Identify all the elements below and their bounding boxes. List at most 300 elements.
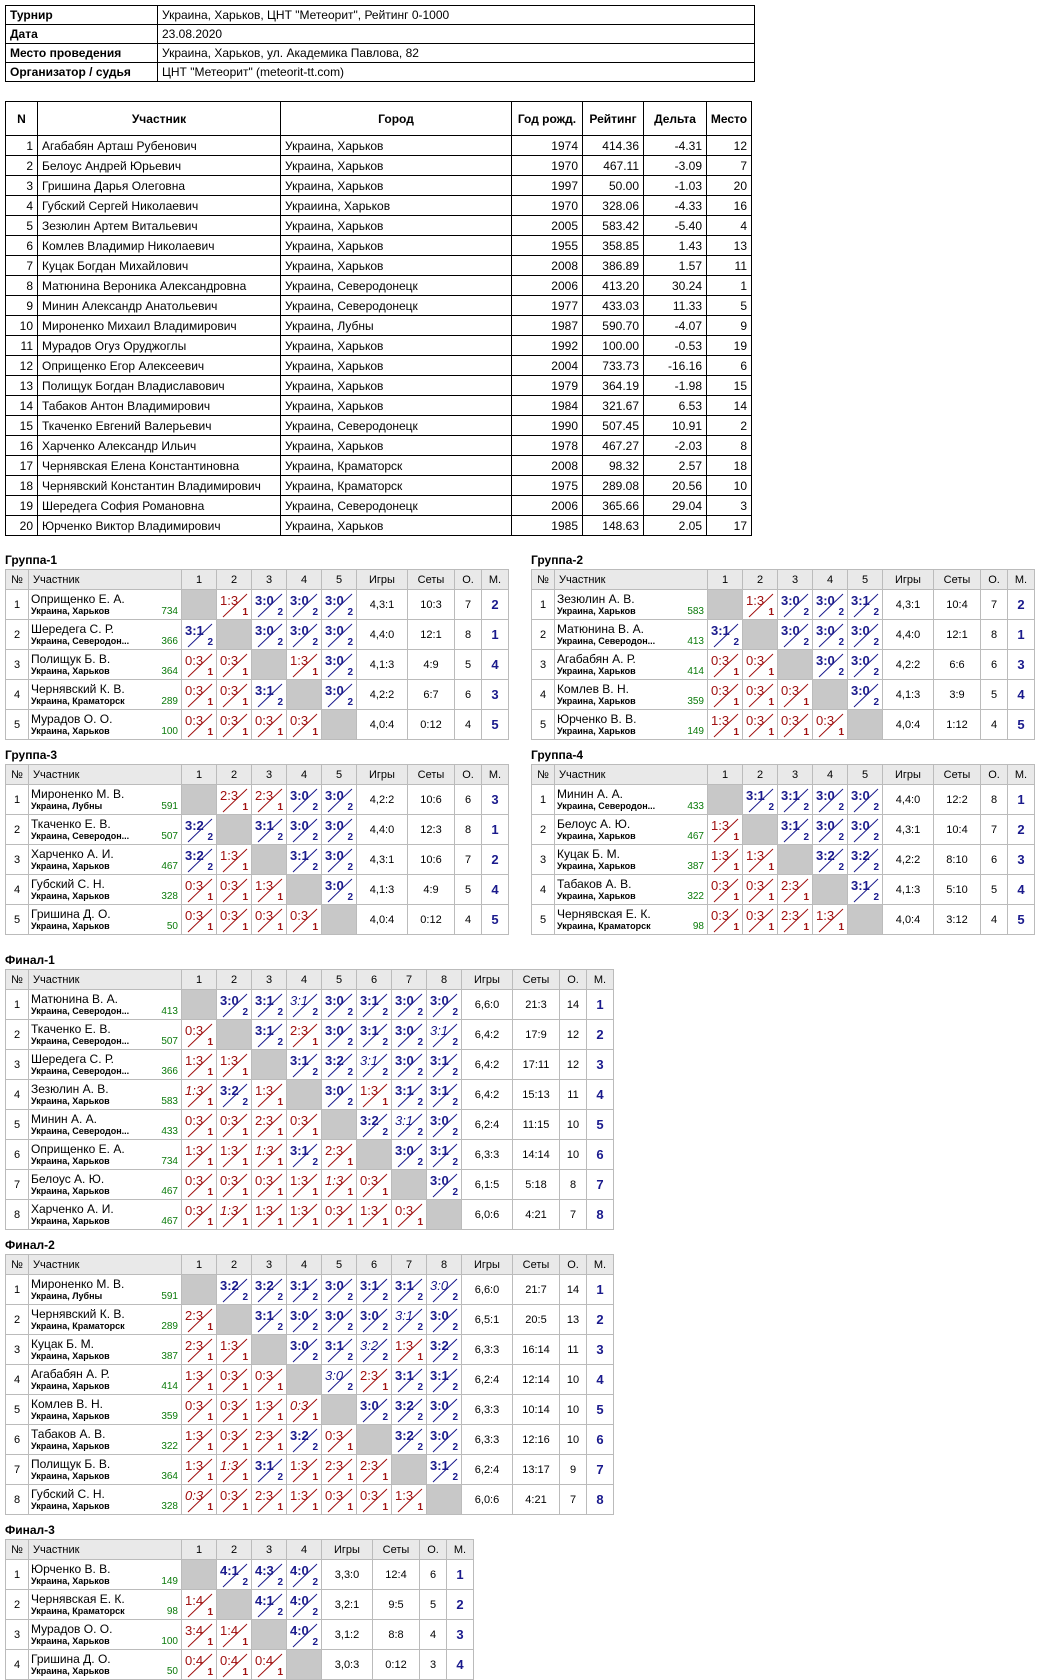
player-n: 10 <box>6 316 38 336</box>
row-player <box>29 1080 182 1110</box>
match-points: 1 <box>312 1127 318 1138</box>
row-games: 6,3:3 <box>462 1395 513 1425</box>
row-player <box>29 1275 182 1305</box>
score-cell <box>357 1275 392 1305</box>
score-cell <box>287 845 322 875</box>
player-year: 2006 <box>512 276 583 296</box>
player-name: Харченко Александр Ильич <box>38 436 281 456</box>
tournament-info-table <box>5 5 755 82</box>
match-score: 0:3 <box>185 653 204 668</box>
match-score: 3:0 <box>430 1278 449 1293</box>
player-year: 1984 <box>512 396 583 416</box>
hdr-opponent: 2 <box>217 1255 252 1275</box>
group-row <box>6 1650 474 1680</box>
player-short-name: Матюнина В. А. <box>31 991 119 1006</box>
player-city: Украина, Харьков <box>31 1575 110 1586</box>
match-points: 2 <box>312 862 318 873</box>
row-games: 4,3:1 <box>357 590 408 620</box>
row-place: 2 <box>587 1305 614 1335</box>
match-score: 3:2 <box>816 848 835 863</box>
match-score: 1:3 <box>290 1203 309 1218</box>
score-cell <box>813 905 848 935</box>
final-1-block <box>5 953 614 1230</box>
match-score: 3:1 <box>781 818 800 833</box>
match-points: 1 <box>312 922 318 933</box>
score-cell <box>182 1305 217 1335</box>
row-player <box>29 785 182 815</box>
row-points: 8 <box>455 815 482 845</box>
match-score: 3:0 <box>325 683 344 698</box>
score-cell <box>182 1110 217 1140</box>
col-year: Год рожд. <box>512 102 583 136</box>
match-score: 0:3 <box>746 908 765 923</box>
group-row <box>6 1020 614 1050</box>
player-city: Украиина, Харьков <box>281 196 512 216</box>
group-row <box>532 620 1035 650</box>
player-name: Зезюлин Артем Витальевич <box>38 216 281 236</box>
match-score: 0:3 <box>746 653 765 668</box>
score-cell <box>217 1425 252 1455</box>
player-delta: 29.04 <box>644 496 707 516</box>
row-points: 4 <box>420 1620 447 1650</box>
hdr-opponent: 3 <box>252 970 287 990</box>
row-n: 5 <box>532 710 555 740</box>
score-cell <box>778 905 813 935</box>
score-cell <box>252 1425 287 1455</box>
score-cell <box>217 1275 252 1305</box>
row-points: 14 <box>560 990 587 1020</box>
group-row <box>532 845 1035 875</box>
player-city: Украина, Харьков <box>31 1095 110 1106</box>
match-points: 2 <box>452 1382 458 1393</box>
match-score: 1:3 <box>185 1458 204 1473</box>
player-city: Украина, Северодон... <box>31 635 130 646</box>
score-cell <box>287 710 322 740</box>
row-points: 10 <box>560 1110 587 1140</box>
self-cell <box>778 650 813 680</box>
match-score: 1:3 <box>185 1083 204 1098</box>
hdr-opponent: 8 <box>427 970 462 990</box>
match-score: 0:4 <box>220 1653 239 1668</box>
player-city: Украина, Харьков <box>281 436 512 456</box>
player-short-name: Чернявский К. В. <box>31 1306 125 1321</box>
score-cell <box>322 1080 357 1110</box>
score-cell <box>708 905 743 935</box>
match-points: 2 <box>347 1292 353 1303</box>
score-cell <box>322 1020 357 1050</box>
match-score: 0:3 <box>220 653 239 668</box>
self-cell <box>252 1620 287 1650</box>
match-score: 2:3 <box>325 1458 344 1473</box>
player-city: Украина, Харьков <box>31 860 110 871</box>
player-city: Украина, Краматорск <box>281 476 512 496</box>
hdr-place: М. <box>1008 570 1035 590</box>
player-delta: 1.57 <box>644 256 707 276</box>
hdr-opponent: 2 <box>217 765 252 785</box>
player-city: Украина, Харьков <box>31 1350 110 1361</box>
group-row <box>6 1110 614 1140</box>
match-score: 3:0 <box>430 1428 449 1443</box>
hdr-opponent: 1 <box>182 765 217 785</box>
score-cell <box>182 1425 217 1455</box>
match-score: 3:0 <box>360 1398 379 1413</box>
match-score: 3:1 <box>360 1278 379 1293</box>
match-score: 1:3 <box>360 1083 379 1098</box>
player-rating: 98 <box>166 1606 178 1617</box>
match-score: 0:3 <box>220 1368 239 1383</box>
group-table <box>531 764 1035 935</box>
row-games: 4,4:0 <box>883 620 934 650</box>
hdr-opponent: 5 <box>322 970 357 990</box>
self-cell <box>848 905 883 935</box>
match-points: 2 <box>417 1292 423 1303</box>
player-place: 8 <box>707 436 752 456</box>
match-points: 2 <box>873 607 879 618</box>
match-score: 0:3 <box>220 1113 239 1128</box>
row-sets: 10:14 <box>513 1395 560 1425</box>
match-score: 0:3 <box>290 1113 309 1128</box>
hdr-n: № <box>6 970 29 990</box>
match-points: 2 <box>803 637 809 648</box>
match-score: 3:0 <box>851 653 870 668</box>
row-player <box>29 1170 182 1200</box>
match-score: 3:0 <box>851 818 870 833</box>
row-sets: 12:4 <box>373 1560 420 1590</box>
match-points: 1 <box>277 1442 283 1453</box>
player-rating: 414.36 <box>583 136 644 156</box>
players-header-row <box>6 102 752 136</box>
match-score: 1:3 <box>711 848 730 863</box>
match-points: 2 <box>277 832 283 843</box>
score-cell <box>287 1395 322 1425</box>
row-n: 3 <box>6 1620 29 1650</box>
match-score: 2:3 <box>781 908 800 923</box>
match-score: 3:2 <box>185 818 204 833</box>
match-points: 2 <box>382 1352 388 1363</box>
player-delta: 11.33 <box>644 296 707 316</box>
score-cell <box>182 1455 217 1485</box>
player-place: 9 <box>707 316 752 336</box>
score-cell <box>778 710 813 740</box>
group-title: Финал-1 <box>5 953 55 967</box>
player-delta: 6.53 <box>644 396 707 416</box>
player-city: Украина, Харьков <box>31 920 110 931</box>
player-place: 18 <box>707 456 752 476</box>
match-score: 1:3 <box>395 1488 414 1503</box>
row-n: 3 <box>6 845 29 875</box>
score-cell <box>708 815 743 845</box>
score-cell <box>217 1560 252 1590</box>
group-header <box>532 765 1035 785</box>
score-cell <box>217 1170 252 1200</box>
row-sets: 13:17 <box>513 1455 560 1485</box>
player-n: 12 <box>6 356 38 376</box>
match-score: 3:0 <box>395 1023 414 1038</box>
player-short-name: Гришина Д. О. <box>31 906 111 921</box>
match-score: 3:0 <box>325 993 344 1008</box>
player-rating: 321.67 <box>583 396 644 416</box>
player-place: 2 <box>707 416 752 436</box>
match-points: 1 <box>207 1187 213 1198</box>
self-cell <box>743 620 778 650</box>
player-row <box>6 256 752 276</box>
match-score: 3:0 <box>395 1143 414 1158</box>
match-score: 3:1 <box>746 788 765 803</box>
player-year: 2008 <box>512 256 583 276</box>
score-cell <box>217 1365 252 1395</box>
player-delta: -16.16 <box>644 356 707 376</box>
player-short-name: Минин А. А. <box>31 1111 97 1126</box>
score-cell <box>743 710 778 740</box>
match-score: 3:1 <box>430 1023 449 1038</box>
hdr-opponent: 4 <box>287 1255 322 1275</box>
player-name: Агабабян Арташ Рубенович <box>38 136 281 156</box>
player-rating: 507 <box>161 1036 178 1047</box>
group-row <box>6 845 509 875</box>
score-cell <box>848 590 883 620</box>
match-points: 1 <box>382 1502 388 1513</box>
player-name: Чернявский Константин Владимирович <box>38 476 281 496</box>
match-score: 0:3 <box>185 713 204 728</box>
match-points: 1 <box>277 1382 283 1393</box>
player-rating: 100.00 <box>583 336 644 356</box>
row-n: 4 <box>6 1650 29 1680</box>
row-place: 1 <box>1008 620 1035 650</box>
score-cell <box>427 990 462 1020</box>
player-place: 16 <box>707 196 752 216</box>
player-n: 13 <box>6 376 38 396</box>
player-rating: 413 <box>687 636 704 647</box>
match-points: 2 <box>277 1007 283 1018</box>
row-sets: 0:12 <box>408 905 455 935</box>
match-points: 1 <box>207 1097 213 1108</box>
row-place: 5 <box>1008 905 1035 935</box>
group-title: Группа-4 <box>531 748 584 762</box>
player-year: 1970 <box>512 156 583 176</box>
row-n: 5 <box>532 905 555 935</box>
hdr-sets: Сеты <box>513 1255 560 1275</box>
player-rating: 413 <box>161 1006 178 1017</box>
match-score: 0:3 <box>185 878 204 893</box>
group-row <box>532 710 1035 740</box>
player-place: 1 <box>707 276 752 296</box>
score-cell <box>427 1365 462 1395</box>
match-score: 3:1 <box>325 1338 344 1353</box>
info-value: ЦНТ "Метеорит" (meteorit-tt.com) <box>158 63 755 82</box>
match-score: 3:1 <box>430 1053 449 1068</box>
player-rating: 467.11 <box>583 156 644 176</box>
info-value: Украина, Харьков, ЦНТ "Метеорит", Рейтинг 0-1000 <box>158 6 755 25</box>
score-cell <box>392 1335 427 1365</box>
score-cell <box>182 620 217 650</box>
score-cell <box>217 1110 252 1140</box>
match-score: 0:3 <box>325 1428 344 1443</box>
group-header-row <box>6 765 509 785</box>
match-points: 2 <box>207 862 213 873</box>
row-games: 3,0:3 <box>322 1650 373 1680</box>
match-score: 1:3 <box>255 1083 274 1098</box>
player-n: 14 <box>6 396 38 416</box>
match-points: 2 <box>242 1007 248 1018</box>
self-cell <box>287 1080 322 1110</box>
match-points: 1 <box>733 922 739 933</box>
player-year: 1977 <box>512 296 583 316</box>
match-score: 1:3 <box>220 848 239 863</box>
match-score: 1:3 <box>290 653 309 668</box>
match-points: 1 <box>277 892 283 903</box>
player-rating: 366 <box>161 636 178 647</box>
row-games: 6,2:4 <box>462 1110 513 1140</box>
match-points: 1 <box>207 667 213 678</box>
player-year: 1978 <box>512 436 583 456</box>
player-city: Украина, Харьков <box>281 156 512 176</box>
match-score: 0:3 <box>816 713 835 728</box>
match-points: 2 <box>452 1007 458 1018</box>
score-cell <box>392 990 427 1020</box>
match-score: 1:3 <box>220 1053 239 1068</box>
match-points: 2 <box>452 1352 458 1363</box>
player-place: 11 <box>707 256 752 276</box>
match-score: 3:0 <box>325 1278 344 1293</box>
row-points: 5 <box>455 875 482 905</box>
score-cell <box>813 590 848 620</box>
match-points: 2 <box>417 1442 423 1453</box>
match-points: 2 <box>312 832 318 843</box>
score-cell <box>322 1335 357 1365</box>
match-points: 1 <box>242 1502 248 1513</box>
row-sets: 10:4 <box>934 815 981 845</box>
match-points: 2 <box>312 1352 318 1363</box>
score-cell <box>182 815 217 845</box>
match-points: 1 <box>207 1352 213 1363</box>
row-games: 6,4:2 <box>462 1020 513 1050</box>
player-rating: 433.03 <box>583 296 644 316</box>
row-points: 7 <box>455 590 482 620</box>
score-cell <box>357 1170 392 1200</box>
score-cell <box>427 1020 462 1050</box>
row-games: 3,1:2 <box>322 1620 373 1650</box>
score-cell <box>357 990 392 1020</box>
score-cell <box>322 1305 357 1335</box>
hdr-n: № <box>6 765 29 785</box>
match-score: 1:4 <box>185 1593 204 1608</box>
row-place: 1 <box>482 815 509 845</box>
player-city: Украина, Северодон... <box>31 830 130 841</box>
player-year: 1979 <box>512 376 583 396</box>
score-cell <box>392 1275 427 1305</box>
player-rating: 98 <box>692 921 704 932</box>
match-points: 1 <box>803 727 809 738</box>
match-score: 0:3 <box>220 1398 239 1413</box>
match-score: 3:2 <box>255 1278 274 1293</box>
row-n: 2 <box>6 1590 29 1620</box>
player-row <box>6 196 752 216</box>
group-row <box>6 785 509 815</box>
player-city: Украина, Северодон... <box>31 1035 130 1046</box>
self-cell <box>708 590 743 620</box>
score-cell <box>287 1110 322 1140</box>
match-points: 1 <box>277 1217 283 1228</box>
score-cell <box>217 1200 252 1230</box>
match-points: 2 <box>382 1067 388 1078</box>
match-score: 3:0 <box>816 623 835 638</box>
match-score: 3:2 <box>220 1278 239 1293</box>
group-body <box>6 1560 474 1680</box>
match-points: 2 <box>417 1322 423 1333</box>
player-city: Украина, Харьков <box>31 1380 110 1391</box>
match-score: 3:1 <box>290 993 309 1008</box>
match-score: 1:3 <box>395 1338 414 1353</box>
row-sets: 10:6 <box>408 785 455 815</box>
score-cell <box>743 680 778 710</box>
match-points: 2 <box>452 1187 458 1198</box>
hdr-opponent: 2 <box>217 1540 252 1560</box>
self-cell <box>252 650 287 680</box>
row-sets: 10:3 <box>408 590 455 620</box>
score-cell <box>252 1365 287 1395</box>
match-points: 2 <box>417 1412 423 1423</box>
player-rating: 149 <box>161 1576 178 1587</box>
player-n: 5 <box>6 216 38 236</box>
row-games: 6,4:2 <box>462 1050 513 1080</box>
match-points: 1 <box>768 697 774 708</box>
score-cell <box>778 815 813 845</box>
match-score: 1:3 <box>816 908 835 923</box>
match-points: 1 <box>242 607 248 618</box>
score-cell <box>287 1170 322 1200</box>
score-cell <box>252 905 287 935</box>
player-city: Украина, Харьков <box>31 890 110 901</box>
match-points: 1 <box>207 892 213 903</box>
row-n: 7 <box>6 1170 29 1200</box>
match-points: 2 <box>417 1067 423 1078</box>
player-short-name: Куцак Б. М. <box>31 1336 94 1351</box>
group-row <box>6 650 509 680</box>
score-cell <box>287 1590 322 1620</box>
player-rating: 591 <box>161 1291 178 1302</box>
player-rating: 328.06 <box>583 196 644 216</box>
player-city: Украина, Харьков <box>557 860 636 871</box>
match-score: 4:1 <box>220 1563 239 1578</box>
hdr-games: Игры <box>883 570 934 590</box>
hdr-games: Игры <box>462 1255 513 1275</box>
player-place: 4 <box>707 216 752 236</box>
player-rating: 289.08 <box>583 476 644 496</box>
group-row <box>6 1485 614 1515</box>
match-score: 3:0 <box>325 878 344 893</box>
score-cell <box>708 650 743 680</box>
match-points: 2 <box>838 862 844 873</box>
row-player <box>555 680 708 710</box>
match-score: 3:1 <box>395 1278 414 1293</box>
player-city: Украина, Харьков <box>281 216 512 236</box>
match-score: 1:3 <box>185 1053 204 1068</box>
match-points: 2 <box>347 1097 353 1108</box>
match-score: 3:0 <box>325 1308 344 1323</box>
hdr-points: О. <box>455 570 482 590</box>
player-row <box>6 396 752 416</box>
match-score: 3:0 <box>781 593 800 608</box>
score-cell <box>252 590 287 620</box>
score-cell <box>217 785 252 815</box>
hdr-sets: Сеты <box>934 570 981 590</box>
match-points: 2 <box>347 1352 353 1363</box>
player-city: Украина, Северодон... <box>557 635 656 646</box>
match-score: 0:4 <box>255 1653 274 1668</box>
player-n: 3 <box>6 176 38 196</box>
player-place: 3 <box>707 496 752 516</box>
match-score: 2:3 <box>185 1308 204 1323</box>
